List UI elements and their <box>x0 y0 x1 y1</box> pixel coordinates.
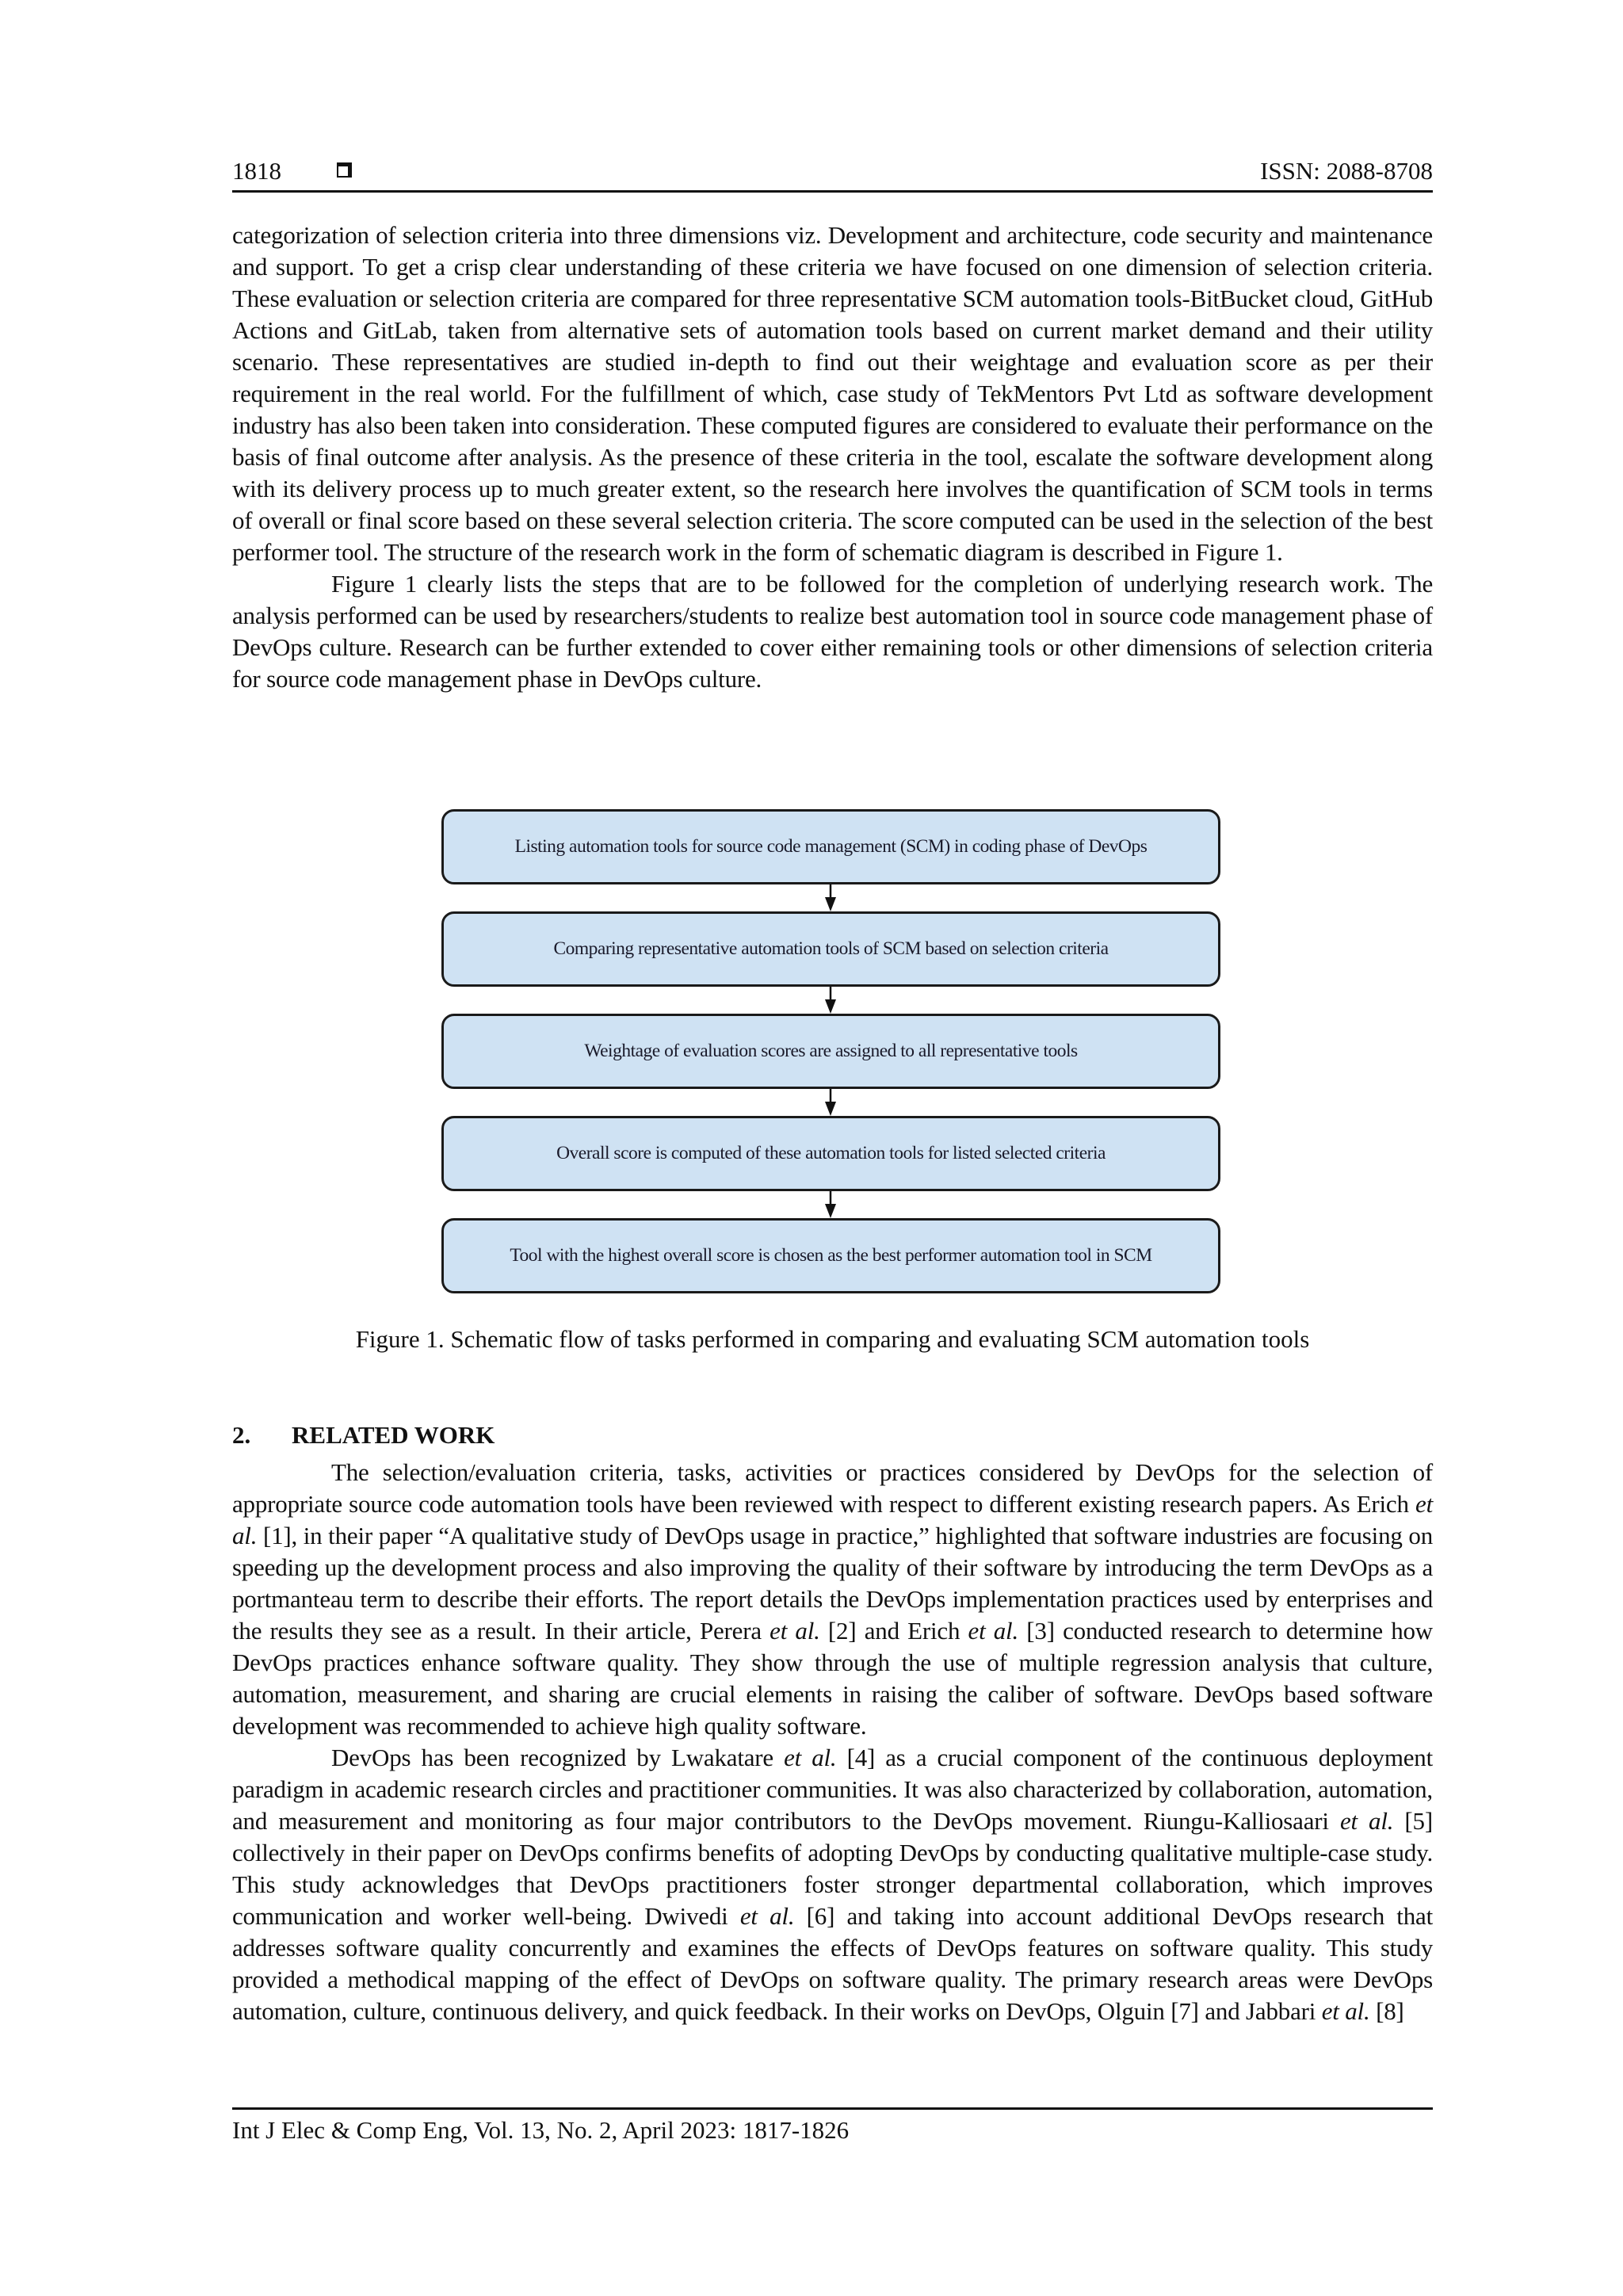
square-bullet-icon <box>337 162 352 178</box>
text-run: [6] and taking into account additional DevOps research that addresses software quality concurrently and examines the effects of DevOps features on software quality. This study provided a methodical mapping of the effect of DevOps on software quality. The primary research areas were DevOps automation, culture, continuous delivery, and quick feedback. In their works on DevOps, Olguin [7] and Jabbari <box>232 1902 1433 2025</box>
text-run-italic: et al. <box>769 1617 820 1645</box>
text-run: DevOps has been recognized by Lwakatare <box>331 1744 785 1771</box>
text-run-italic: et al. <box>232 1490 1433 1549</box>
text-run-italic: et al. <box>968 1617 1019 1645</box>
header-rule <box>232 190 1433 193</box>
down-arrow-icon <box>823 1191 838 1218</box>
figure-caption: Figure 1. Schematic flow of tasks performed in comparing and evaluating SCM automation tools <box>355 1325 1310 1353</box>
section-number: 2. <box>232 1421 251 1449</box>
down-arrow-icon <box>823 1089 838 1116</box>
text-run: The selection/evaluation criteria, tasks, activities or practices considered by DevOps for the selection of appropriate source code automation tools have been reviewed with respect to different existing research papers. As Erich <box>232 1458 1433 1518</box>
paragraph <box>232 1457 1433 1742</box>
text-run: [1], in their paper “A qualitative study of DevOps usage in practice,” highlighted that software industries are focusing on speeding up the development process and also improving the quality of their software by introducing the term DevOps as a portmanteau term to describe their efforts. The report details the DevOps implementation practices used by enterprises and the results they see as a result. In their article, Perera <box>232 1522 1433 1645</box>
journal-citation: Int J Elec & Comp Eng, Vol. 13, No. 2, April 2023: 1817-1826 <box>232 2116 850 2144</box>
paragraph <box>232 1742 1433 2027</box>
text-run: [4] as a crucial component of the continuous deployment paradigm in academic research circles and practitioner communities. It was also characterized by collaboration, automation, and measurement and monitoring as four major contributors to the DevOps movement. Riungu-Kalliosaari <box>232 1744 1433 1835</box>
section-title: RELATED WORK <box>292 1421 495 1449</box>
flow-step-2: Comparing representative automation tools of SCM based on selection criteria <box>441 911 1220 987</box>
text-run: [2] and Erich <box>819 1617 968 1645</box>
section-heading <box>232 1419 495 1451</box>
text-run: [8] <box>1369 1997 1404 2025</box>
text-run-italic: et al. <box>1321 1997 1370 2025</box>
flow-step-4: Overall score is computed of these automation tools for listed selected criteria <box>441 1116 1220 1191</box>
flow-step-5: Tool with the highest overall score is chosen as the best performer automation tool in SCM <box>441 1218 1220 1293</box>
page-number: 1818 <box>232 157 281 185</box>
down-arrow-icon <box>823 884 838 911</box>
text-run-italic: et al. <box>739 1902 795 1930</box>
intro-text <box>232 220 1433 695</box>
text-run: [5] collectively in their paper on DevOps confirms benefits of adopting DevOps by conducting qualitative multiple-case study. This study acknowledges that DevOps practitioners foster stronger departmental collaboration, which improves communication and worker well-being. Dwivedi <box>232 1807 1433 1930</box>
flow-step-1: Listing automation tools for source code management (SCM) in coding phase of DevOps <box>441 809 1220 884</box>
footer-rule <box>232 2107 1433 2110</box>
issn-label: ISSN: 2088-8708 <box>1260 157 1433 185</box>
paragraph: categorization of selection criteria into three dimensions viz. Development and architecture, code security and maintenance and support. To get a crisp clear understanding of these criteria we have focused on one dimension of selection criteria. These evaluation or selection criteria are compared for three representative SCM automation tools-BitBucket cloud, GitHub Actions and GitLab, taken from alternative sets of automation tools based on current market demand and their utility scenario. These representatives are studied in-depth to find out their weightage and evaluation score as per their requirement in the real world. For the fulfillment of which, case study of TekMentors Pvt Ltd as software development industry has also been taken into consideration. These computed figures are considered to evaluate their performance on the basis of final outcome after analysis. As the presence of these criteria in the tool, escalate the software development along with its delivery process up to much greater extent, so the research here involves the quantification of SCM tools in terms of overall or final score based on these several selection criteria. The score computed can be used in the selection of the best performer tool. The structure of the research work in the form of schematic diagram is described in Figure 1. <box>232 221 1433 566</box>
text-run-italic: et al. <box>1339 1807 1394 1835</box>
paragraph: Figure 1 clearly lists the steps that are to be followed for the completion of underlying research work. The analysis performed can be used by researchers/students to realize best automation tool in source code management phase of DevOps culture. Research can be further extended to cover either remaining tools or other dimensions of selection criteria for source code management phase in DevOps culture. <box>232 570 1433 693</box>
text-run: [3] conducted research to determine how DevOps practices enhance software quality. They show through the use of multiple regression analysis that culture, automation, measurement, and sharing are crucial elements in raising the caliber of software. DevOps based software development was recommended to achieve high quality software. <box>232 1617 1433 1740</box>
related-work-text <box>232 1457 1433 2027</box>
schematic-flow-figure <box>441 809 1220 1294</box>
down-arrow-icon <box>823 987 838 1014</box>
flow-step-3: Weightage of evaluation scores are assigned to all representative tools <box>441 1014 1220 1089</box>
running-header <box>232 155 1433 187</box>
text-run-italic: et al. <box>784 1744 837 1771</box>
